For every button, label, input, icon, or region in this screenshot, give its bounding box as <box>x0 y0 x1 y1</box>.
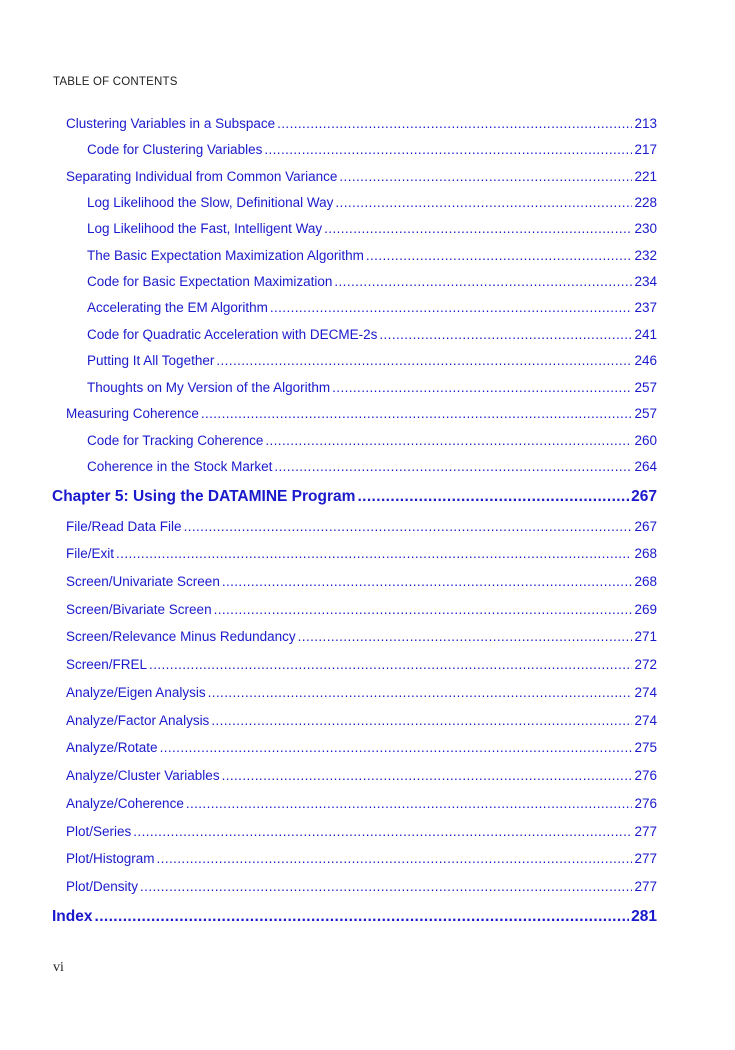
toc-entry-page: 274 <box>634 684 657 700</box>
toc-entry-page: 257 <box>634 379 657 395</box>
toc-entry-title: Plot/Density <box>66 878 139 894</box>
toc-entry-basic-em-algorithm[interactable] <box>87 242 657 262</box>
toc-entry-title: Analyze/Cluster Variables <box>66 767 220 783</box>
toc-entry-page: 272 <box>634 656 657 672</box>
toc-entry-page: 269 <box>634 601 657 617</box>
toc-entry-title: Screen/FREL <box>66 656 148 672</box>
toc-entry-measuring-coherence[interactable] <box>66 400 657 420</box>
toc-entry-page: 271 <box>634 628 657 644</box>
dot-leader <box>211 714 632 728</box>
dot-leader <box>186 797 633 811</box>
toc-entry-analyze-cluster-variables[interactable] <box>66 762 657 782</box>
toc-entry-analyze-coherence[interactable] <box>66 790 657 810</box>
toc-entry-title: Screen/Univariate Screen <box>66 573 220 589</box>
dot-leader <box>366 249 633 263</box>
toc-entry-title: Analyze/Factor Analysis <box>66 712 210 728</box>
toc-entry-title: Code for Clustering Variables <box>87 141 263 157</box>
dot-leader <box>298 630 633 644</box>
toc-entry-title: Plot/Series <box>66 823 132 839</box>
toc-entry-title: Screen/Relevance Minus Redundancy <box>66 628 296 644</box>
dot-leader <box>379 328 632 342</box>
toc-entry-code-for-quadratic-acceleration[interactable] <box>87 321 657 341</box>
toc-entry-title: Code for Tracking Coherence <box>87 432 264 448</box>
dot-leader <box>270 301 633 315</box>
dot-leader <box>133 825 632 839</box>
toc-entry-page: 232 <box>634 247 657 263</box>
dot-leader <box>264 143 632 157</box>
toc-entry-code-for-clustering-variables[interactable] <box>87 136 657 156</box>
toc-entry-plot-series[interactable] <box>66 818 657 838</box>
toc-entry-page: 241 <box>634 326 657 342</box>
toc-entry-title: The Basic Expectation Maximization Algorithm <box>87 247 364 263</box>
toc-entry-title: Chapter 5: Using the DATAMINE Program <box>52 487 356 505</box>
toc-entry-page: 246 <box>634 352 657 368</box>
toc-entry-code-for-tracking-coherence[interactable] <box>87 427 657 447</box>
dot-leader <box>332 381 632 395</box>
toc-entry-clustering-variables-in-a-subspace[interactable] <box>66 110 657 130</box>
toc-entry-page: 281 <box>631 907 657 925</box>
toc-entry-page: 277 <box>634 850 657 866</box>
toc-entry-file-read-data-file[interactable] <box>66 513 657 533</box>
dot-leader <box>357 489 629 505</box>
toc-entry-page: 237 <box>634 299 657 315</box>
dot-leader <box>184 520 633 534</box>
dot-leader <box>222 769 633 783</box>
toc-entry-title: Index <box>52 907 93 925</box>
toc-entry-page: 213 <box>634 115 657 131</box>
toc-entry-accelerating-em[interactable] <box>87 294 657 314</box>
toc-entry-screen-frel[interactable] <box>66 651 657 671</box>
toc-entry-log-likelihood-fast[interactable] <box>87 215 657 235</box>
toc-entry-title: File/Read Data File <box>66 518 182 534</box>
toc-entry-screen-univariate[interactable] <box>66 568 657 588</box>
toc-entry-analyze-eigen[interactable] <box>66 679 657 699</box>
toc-entry-plot-histogram[interactable] <box>66 845 657 865</box>
dot-leader <box>214 603 633 617</box>
dot-leader <box>277 117 632 131</box>
toc-entry-title: Separating Individual from Common Variance <box>66 168 338 184</box>
toc-entry-title: Coherence in the Stock Market <box>87 458 273 474</box>
toc-entry-page: 217 <box>634 141 657 157</box>
dot-leader <box>335 196 632 210</box>
dot-leader <box>216 354 632 368</box>
dot-leader <box>334 275 632 289</box>
toc-entry-page: 228 <box>634 194 657 210</box>
dot-leader <box>324 222 632 236</box>
toc-entry-screen-bivariate[interactable] <box>66 596 657 616</box>
toc-entry-title: Plot/Histogram <box>66 850 155 866</box>
toc-entry-title: Log Likelihood the Fast, Intelligent Way <box>87 220 323 236</box>
dot-leader <box>94 909 629 925</box>
page-number: vi <box>53 960 64 975</box>
toc-entry-page: 264 <box>634 458 657 474</box>
toc-entry-title: Analyze/Rotate <box>66 739 158 755</box>
toc-entry-page: 257 <box>634 405 657 421</box>
toc-entry-file-exit[interactable] <box>66 540 657 560</box>
toc-entry-page: 221 <box>634 168 657 184</box>
toc-entry-title: Log Likelihood the Slow, Definitional Way <box>87 194 334 210</box>
dot-leader <box>160 741 633 755</box>
toc-entry-analyze-rotate[interactable] <box>66 734 657 754</box>
toc-entry-title: Analyze/Eigen Analysis <box>66 684 206 700</box>
toc-entry-title: Putting It All Together <box>87 352 215 368</box>
toc-entry-page: 260 <box>634 432 657 448</box>
toc-entry-page: 234 <box>634 273 657 289</box>
toc-entry-page: 267 <box>634 518 657 534</box>
dot-leader <box>339 170 632 184</box>
toc-entry-title: File/Exit <box>66 545 115 561</box>
dot-leader <box>201 407 633 421</box>
toc-entry-title: Analyze/Coherence <box>66 795 184 811</box>
toc-entry-coherence-in-stock-market[interactable] <box>87 453 657 473</box>
toc-entry-index[interactable] <box>52 904 657 924</box>
toc-entry-title: Measuring Coherence <box>66 405 199 421</box>
toc-entry-page: 277 <box>634 878 657 894</box>
toc-entry-page: 275 <box>634 739 657 755</box>
toc-entry-putting-it-all-together[interactable] <box>87 347 657 367</box>
toc-entry-screen-relevance-minus-redundancy[interactable] <box>66 623 657 643</box>
dot-leader <box>208 686 633 700</box>
dot-leader <box>116 547 632 561</box>
toc-entry-plot-density[interactable] <box>66 873 657 893</box>
dot-leader <box>222 575 633 589</box>
toc-entry-title: Code for Quadratic Acceleration with DECME-2s <box>87 326 378 342</box>
toc-entry-title: Clustering Variables in a Subspace <box>66 115 276 131</box>
dot-leader <box>265 434 632 448</box>
toc-entry-thoughts-on-my-version[interactable] <box>87 374 657 394</box>
toc-entry-title: Code for Basic Expectation Maximization <box>87 273 333 289</box>
toc-entry-analyze-factor[interactable] <box>66 707 657 727</box>
running-head: TABLE OF CONTENTS <box>53 76 178 88</box>
toc-entry-page: 268 <box>634 545 657 561</box>
dot-leader <box>140 880 632 894</box>
dot-leader <box>149 658 632 672</box>
toc-entry-log-likelihood-slow[interactable] <box>87 189 657 209</box>
toc-entry-separating-individual-from-common-variance[interactable] <box>66 163 657 183</box>
toc-entry-title: Thoughts on My Version of the Algorithm <box>87 379 331 395</box>
toc-entry-page: 276 <box>634 795 657 811</box>
toc-entry-page: 276 <box>634 767 657 783</box>
toc-entry-page: 277 <box>634 823 657 839</box>
toc-entry-chapter-5[interactable] <box>52 484 657 504</box>
toc-entry-page: 230 <box>634 220 657 236</box>
toc-entry-page: 267 <box>631 487 657 505</box>
toc-entry-page: 268 <box>634 573 657 589</box>
toc-entry-page: 274 <box>634 712 657 728</box>
toc-entry-title: Screen/Bivariate Screen <box>66 601 212 617</box>
dot-leader <box>157 852 633 866</box>
toc-entry-code-for-basic-em[interactable] <box>87 268 657 288</box>
toc-entry-title: Accelerating the EM Algorithm <box>87 299 268 315</box>
dot-leader <box>274 460 632 474</box>
